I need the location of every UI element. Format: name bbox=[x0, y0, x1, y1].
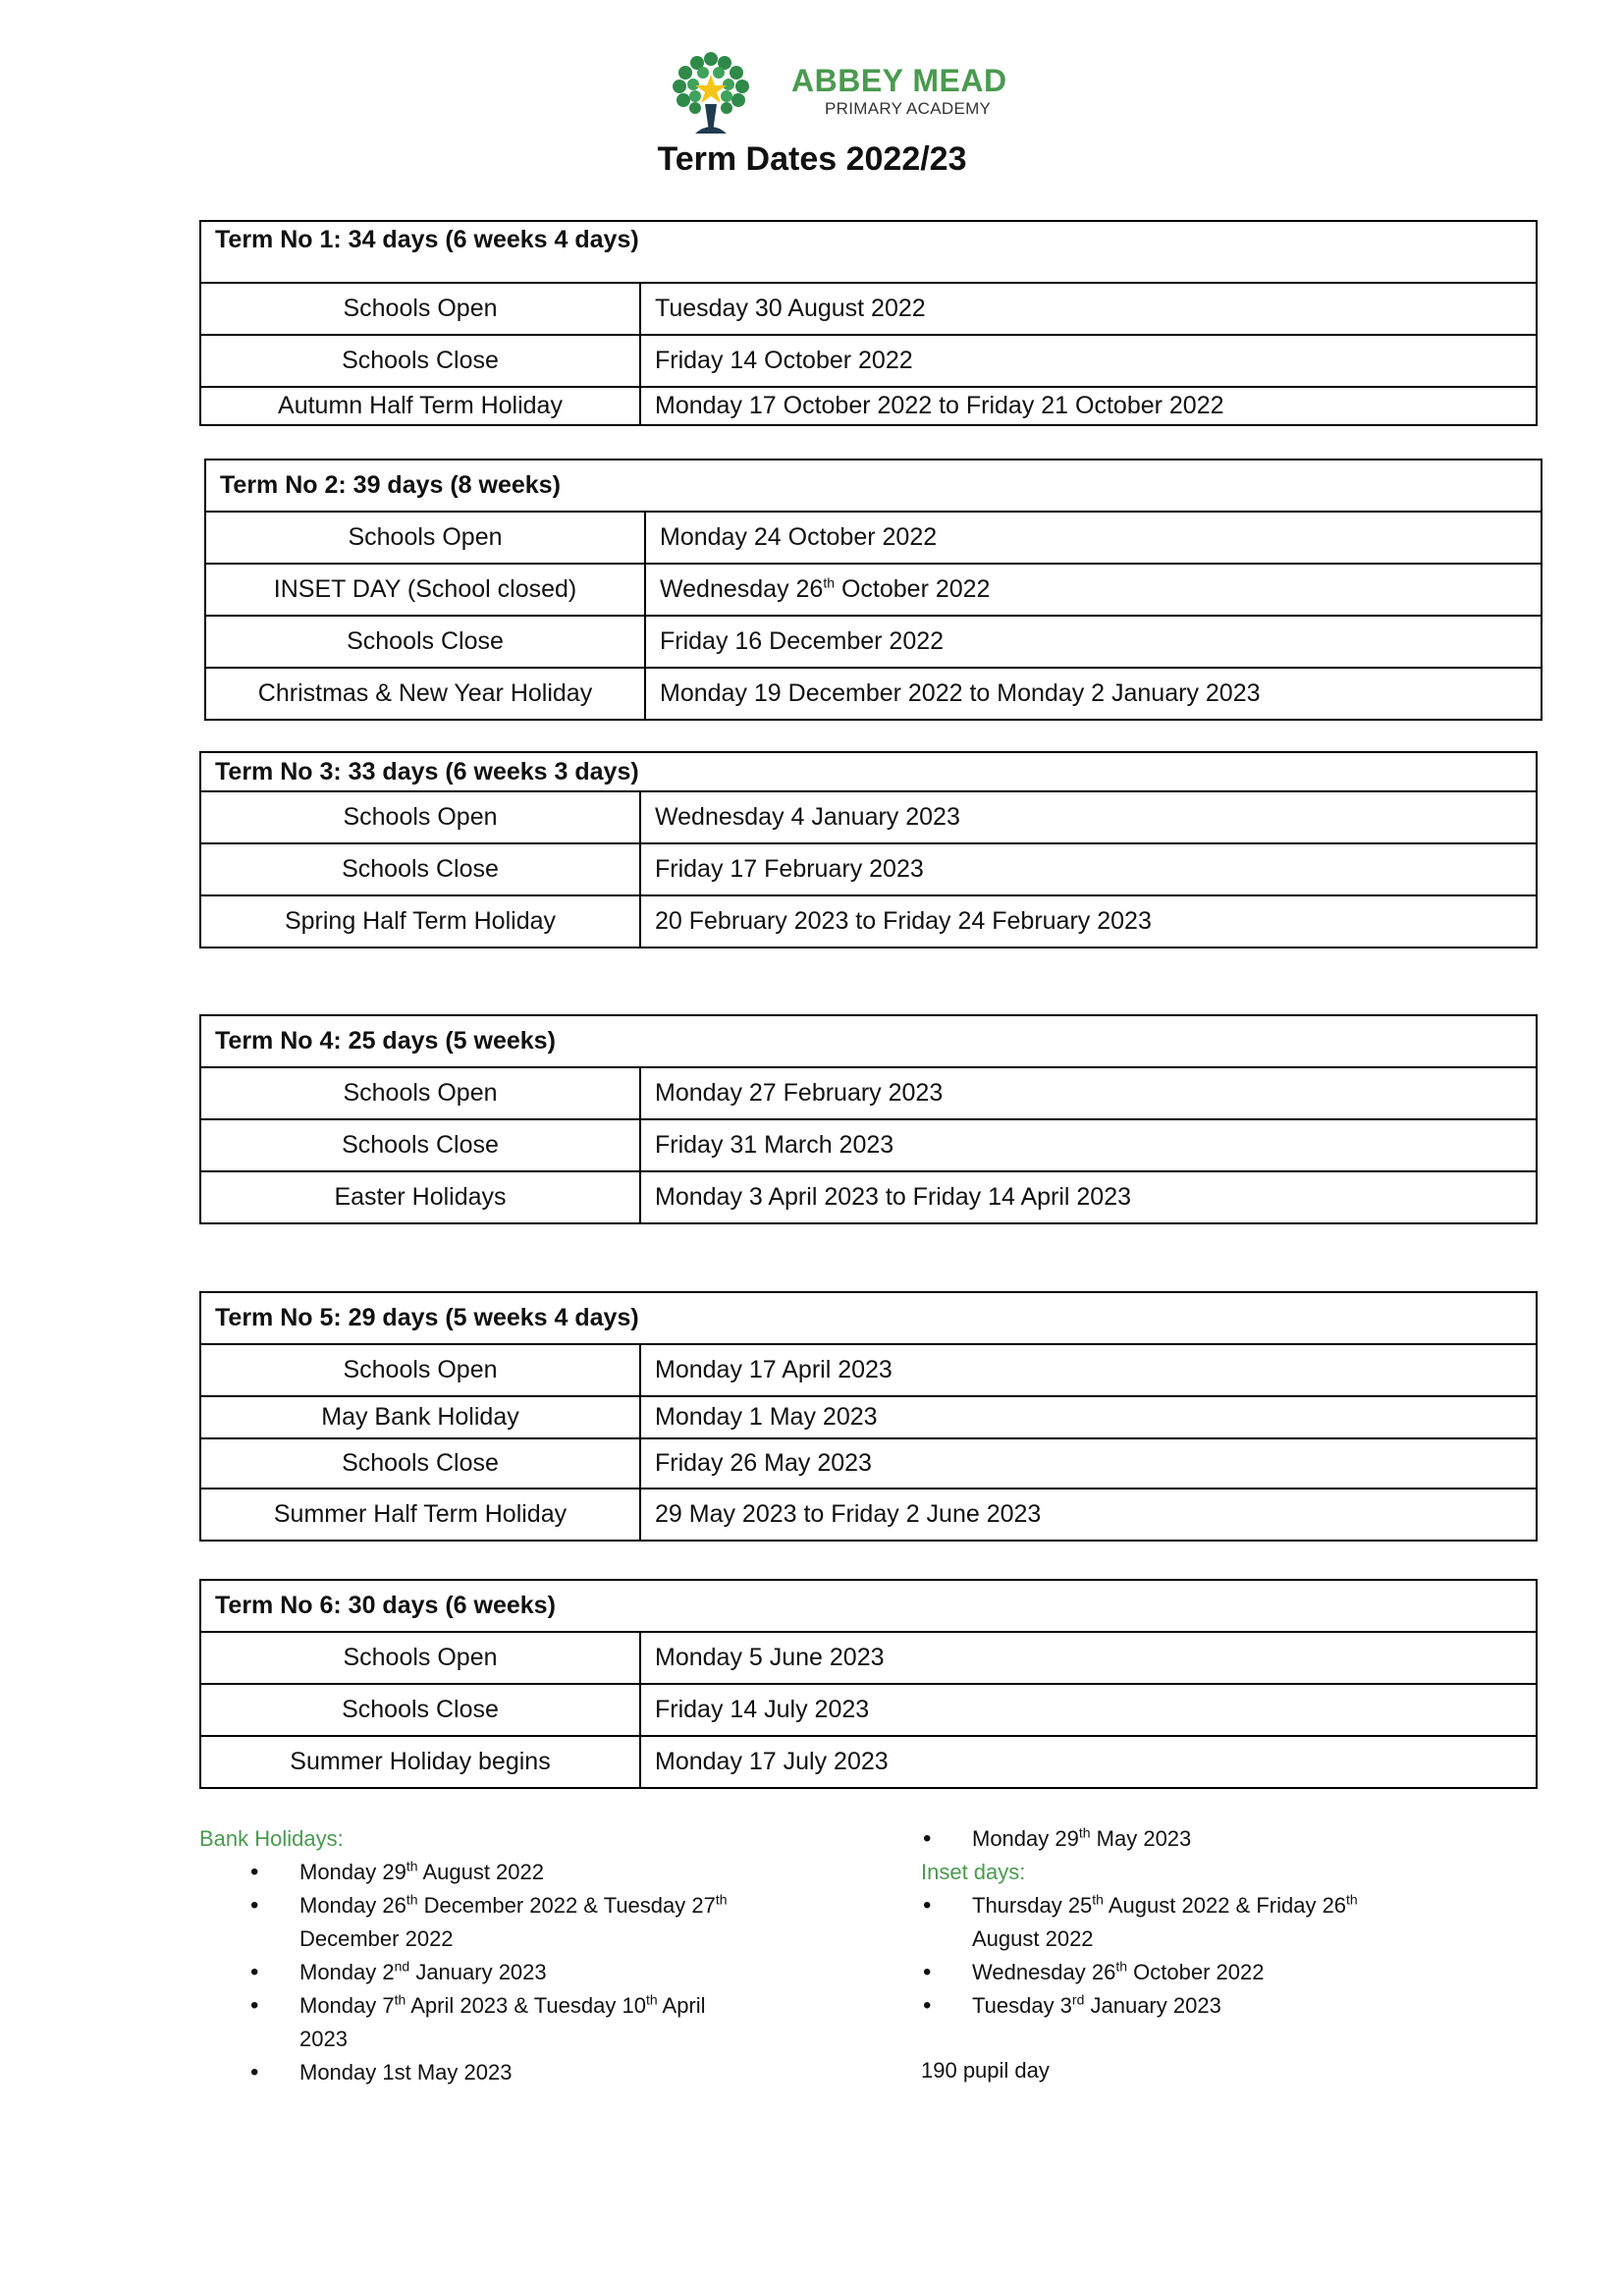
brand bbox=[791, 63, 1007, 120]
ordinal-suffix: th bbox=[1092, 1891, 1104, 1908]
bank-holidays-section bbox=[199, 1822, 808, 2089]
term-heading: Term No 1: 34 days (6 weeks 4 days) bbox=[200, 221, 1537, 283]
table-row bbox=[200, 335, 1537, 387]
term-table-5 bbox=[199, 1291, 1538, 1542]
term-table-4 bbox=[199, 1014, 1538, 1224]
row-label: Schools Open bbox=[200, 283, 640, 335]
row-label: Easter Holidays bbox=[200, 1171, 640, 1223]
row-value: Friday 26 May 2023 bbox=[640, 1438, 1537, 1489]
item-text: Monday 29 bbox=[299, 1860, 406, 1884]
table-row bbox=[205, 564, 1542, 616]
item-text: Tuesday 3 bbox=[972, 1993, 1072, 2018]
item-text: Monday 2 bbox=[299, 1960, 395, 1984]
item-text: December 2022 bbox=[299, 1926, 454, 1951]
brand-name: ABBEY MEAD bbox=[791, 63, 1007, 98]
row-value: Monday 17 July 2023 bbox=[640, 1736, 1537, 1788]
table-row bbox=[200, 895, 1537, 948]
row-label: Schools Open bbox=[205, 512, 645, 564]
row-value: 29 May 2023 to Friday 2 June 2023 bbox=[640, 1489, 1537, 1541]
bank-holidays-list bbox=[199, 1856, 808, 2089]
term-heading: Term No 6: 30 days (6 weeks) bbox=[200, 1580, 1537, 1632]
list-item bbox=[199, 1956, 808, 1989]
row-label: Spring Half Term Holiday bbox=[200, 895, 640, 948]
table-row bbox=[200, 1632, 1537, 1684]
ordinal-suffix: th bbox=[394, 1991, 406, 2008]
item-text: August 2022 & Friday 26 bbox=[1103, 1893, 1347, 1918]
ordinal-suffix: th bbox=[406, 1858, 418, 1874]
term-heading: Term No 4: 25 days (5 weeks) bbox=[200, 1015, 1537, 1067]
table-row bbox=[200, 1489, 1537, 1541]
inset-days-section bbox=[921, 1822, 1471, 2087]
table-row bbox=[205, 616, 1542, 668]
table-row bbox=[200, 1344, 1537, 1396]
row-value: Monday 24 October 2022 bbox=[645, 512, 1542, 564]
table-row bbox=[200, 387, 1537, 425]
item-text: Monday 29 bbox=[972, 1826, 1079, 1851]
term-table-6 bbox=[199, 1579, 1538, 1789]
row-value: Monday 3 April 2023 to Friday 14 April 2023 bbox=[640, 1171, 1537, 1223]
ordinal-suffix: th bbox=[1078, 1824, 1091, 1841]
table-row bbox=[200, 1067, 1537, 1119]
row-label: Schools Close bbox=[200, 1119, 640, 1171]
ordinal-suffix: th bbox=[645, 1991, 658, 2008]
ordinal-suffix: th bbox=[1115, 1958, 1128, 1975]
row-label: Schools Open bbox=[200, 1344, 640, 1396]
list-item bbox=[199, 1889, 808, 1956]
item-text: 2023 bbox=[299, 2027, 348, 2051]
row-label: Schools Close bbox=[200, 1438, 640, 1489]
table-row bbox=[200, 283, 1537, 335]
school-logo-tree-icon bbox=[666, 45, 756, 135]
row-label: Summer Half Term Holiday bbox=[200, 1489, 640, 1541]
row-label: May Bank Holiday bbox=[200, 1396, 640, 1438]
table-row bbox=[205, 512, 1542, 564]
row-value: Friday 17 February 2023 bbox=[640, 843, 1537, 895]
row-value: Monday 19 December 2022 to Monday 2 January 2023 bbox=[645, 668, 1542, 720]
item-text: Wednesday 26 bbox=[972, 1960, 1116, 1984]
ordinal-suffix: th bbox=[1346, 1891, 1358, 1908]
item-text: April bbox=[657, 1993, 706, 2018]
value-text: Wednesday 26 bbox=[660, 575, 824, 603]
table-row bbox=[200, 843, 1537, 895]
item-text: May 2023 bbox=[1090, 1826, 1192, 1851]
table-row bbox=[200, 1396, 1537, 1438]
table-row bbox=[200, 1171, 1537, 1223]
table-row bbox=[200, 1438, 1537, 1489]
row-label: INSET DAY (School closed) bbox=[205, 564, 645, 616]
row-label: Schools Close bbox=[200, 1684, 640, 1736]
ordinal-suffix: th bbox=[406, 1891, 418, 1908]
table-row bbox=[200, 1119, 1537, 1171]
item-text: Monday 26 bbox=[299, 1893, 406, 1918]
inset-days-list bbox=[921, 1889, 1471, 2023]
row-value: Friday 14 October 2022 bbox=[640, 335, 1537, 387]
row-label: Summer Holiday begins bbox=[200, 1736, 640, 1788]
row-value: Friday 31 March 2023 bbox=[640, 1119, 1537, 1171]
list-item bbox=[921, 1822, 1471, 1856]
ordinal-suffix: th bbox=[715, 1891, 728, 1908]
row-value: Monday 5 June 2023 bbox=[640, 1632, 1537, 1684]
row-value: Monday 27 February 2023 bbox=[640, 1067, 1537, 1119]
value-text: October 2022 bbox=[835, 575, 991, 603]
table-row bbox=[200, 1684, 1537, 1736]
list-item bbox=[199, 2056, 808, 2089]
term-table-3 bbox=[199, 751, 1538, 948]
row-value: 20 February 2023 to Friday 24 February 2023 bbox=[640, 895, 1537, 948]
bank-holidays-heading: Bank Holidays: bbox=[199, 1826, 344, 1851]
item-text: August 2022 bbox=[972, 1926, 1094, 1951]
ordinal-suffix: rd bbox=[1071, 1991, 1085, 2008]
row-label: Schools Open bbox=[200, 1067, 640, 1119]
list-item bbox=[921, 1989, 1471, 2023]
item-text: December 2022 & Tuesday 27 bbox=[417, 1893, 716, 1918]
item-text: October 2022 bbox=[1127, 1960, 1265, 1984]
row-value: Monday 1 May 2023 bbox=[640, 1396, 1537, 1438]
ordinal-suffix: nd bbox=[394, 1958, 410, 1975]
row-value bbox=[645, 564, 1542, 616]
row-label: Schools Open bbox=[200, 1632, 640, 1684]
term-heading: Term No 3: 33 days (6 weeks 3 days) bbox=[200, 752, 1537, 791]
row-label: Autumn Half Term Holiday bbox=[200, 387, 640, 425]
row-label: Christmas & New Year Holiday bbox=[205, 668, 645, 720]
term-table-1 bbox=[199, 220, 1538, 426]
row-value: Monday 17 October 2022 to Friday 21 October 2022 bbox=[640, 387, 1537, 425]
table-row bbox=[200, 1736, 1537, 1788]
row-value: Tuesday 30 August 2022 bbox=[640, 283, 1537, 335]
pupil-days-note: 190 pupil day bbox=[921, 2058, 1050, 2083]
term-table-2 bbox=[204, 459, 1543, 721]
table-row bbox=[205, 668, 1542, 720]
row-value: Monday 17 April 2023 bbox=[640, 1344, 1537, 1396]
item-text: April 2023 & Tuesday 10 bbox=[406, 1993, 646, 2018]
brand-subtitle: PRIMARY ACADEMY bbox=[825, 99, 992, 118]
item-text: Monday 1st May 2023 bbox=[299, 2060, 513, 2084]
list-item bbox=[199, 1989, 808, 2056]
row-value: Friday 16 December 2022 bbox=[645, 616, 1542, 668]
item-text: Monday 7 bbox=[299, 1993, 395, 2018]
row-label: Schools Open bbox=[200, 791, 640, 843]
row-label: Schools Close bbox=[200, 843, 640, 895]
item-text: January 2023 bbox=[409, 1960, 547, 1984]
item-text: January 2023 bbox=[1084, 1993, 1221, 2018]
term-heading: Term No 2: 39 days (8 weeks) bbox=[205, 460, 1542, 512]
row-label: Schools Close bbox=[205, 616, 645, 668]
row-value: Friday 14 July 2023 bbox=[640, 1684, 1537, 1736]
ordinal-suffix: th bbox=[823, 574, 836, 591]
term-heading: Term No 5: 29 days (5 weeks 4 days) bbox=[200, 1292, 1537, 1344]
row-label: Schools Close bbox=[200, 335, 640, 387]
page-title: Term Dates 2022/23 bbox=[657, 140, 967, 178]
row-value: Wednesday 4 January 2023 bbox=[640, 791, 1537, 843]
table-row bbox=[200, 791, 1537, 843]
list-item bbox=[199, 1856, 808, 1889]
list-item bbox=[921, 1889, 1471, 1956]
bank-holidays-continued-list bbox=[921, 1822, 1471, 1856]
inset-days-heading: Inset days: bbox=[921, 1860, 1026, 1884]
list-item bbox=[921, 1956, 1471, 1989]
item-text: August 2022 bbox=[417, 1860, 544, 1884]
item-text: Thursday 25 bbox=[972, 1893, 1093, 1918]
